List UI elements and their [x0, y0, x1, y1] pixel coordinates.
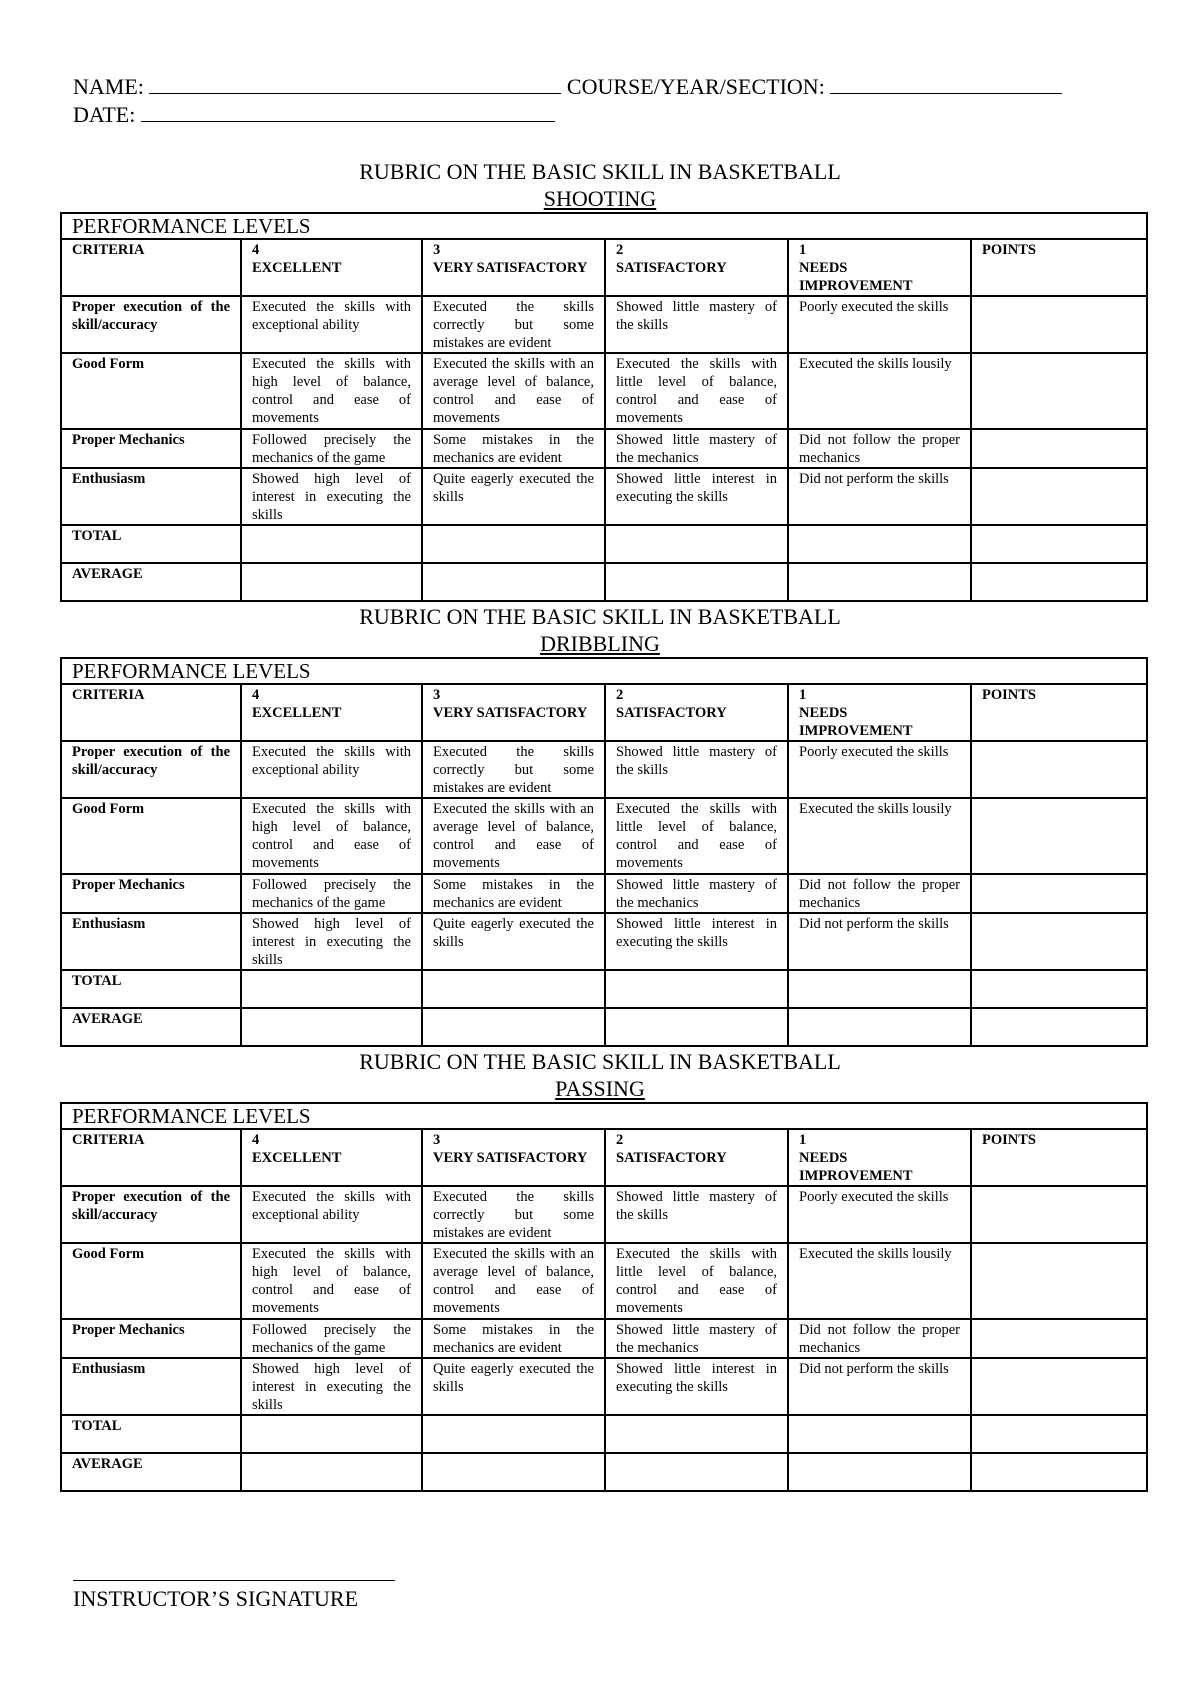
name-label: NAME:: [73, 74, 144, 99]
score-cell[interactable]: [971, 1415, 1147, 1453]
descriptor-cell: Did not perform the skills: [788, 468, 971, 525]
descriptor-cell: Quite eagerly executed the skills: [422, 1358, 605, 1415]
criteria-header: CRITERIA: [61, 239, 241, 296]
total-label: TOTAL: [61, 970, 241, 1008]
criteria-row: [61, 1358, 1147, 1415]
criteria-row: [61, 913, 1147, 970]
descriptor-cell: Some mistakes in the mechanics are evident: [422, 874, 605, 913]
rubric-table: [60, 212, 1148, 602]
rubric-skill: DRIBBLING: [540, 631, 660, 656]
average-label: AVERAGE: [61, 1008, 241, 1046]
rubric-table: [60, 1102, 1148, 1492]
descriptor-cell: Executed the skills with little level of balance, control and ease of movements: [605, 798, 788, 874]
level-header-row: [61, 1129, 1147, 1186]
score-cell[interactable]: [788, 970, 971, 1008]
descriptor-cell: Executed the skills with high level of balance, control and ease of movements: [241, 1243, 422, 1319]
criteria-row: [61, 353, 1147, 429]
score-cell[interactable]: [422, 525, 605, 563]
level-name: EXCELLENT: [252, 1150, 342, 1166]
score-cell[interactable]: [971, 1008, 1147, 1046]
points-cell[interactable]: [971, 296, 1147, 353]
name-blank[interactable]: [149, 75, 561, 94]
score-cell[interactable]: [788, 563, 971, 601]
criteria-row: [61, 741, 1147, 798]
criterion-label: Enthusiasm: [61, 913, 241, 970]
date-blank[interactable]: [141, 103, 555, 122]
score-cell[interactable]: [422, 1008, 605, 1046]
points-cell[interactable]: [971, 874, 1147, 913]
score-cell[interactable]: [422, 1453, 605, 1491]
descriptor-cell: Executed the skills with exceptional ability: [241, 1186, 422, 1243]
criterion-label: Good Form: [61, 353, 241, 429]
score-cell[interactable]: [971, 970, 1147, 1008]
descriptor-cell: Showed little mastery of the mechanics: [605, 874, 788, 913]
descriptor-cell: Executed the skills with high level of balance, control and ease of movements: [241, 798, 422, 874]
course-blank[interactable]: [830, 75, 1062, 94]
criterion-label: Good Form: [61, 1243, 241, 1319]
descriptor-cell: Followed precisely the mechanics of the game: [241, 429, 422, 468]
score-cell[interactable]: [788, 525, 971, 563]
total-label: TOTAL: [61, 525, 241, 563]
points-cell[interactable]: [971, 1243, 1147, 1319]
level-header: [605, 239, 788, 296]
points-header: POINTS: [971, 1129, 1147, 1186]
performance-levels-row: [61, 213, 1147, 239]
level-number: 2: [616, 242, 624, 258]
descriptor-cell: Executed the skills with an average level of balance, control and ease of movements: [422, 798, 605, 874]
level-name: NEEDS IMPROVEMENT: [799, 260, 913, 294]
level-name: NEEDS IMPROVEMENT: [799, 705, 913, 739]
average-row: [61, 563, 1147, 601]
descriptor-cell: Executed the skills lousily: [788, 798, 971, 874]
criteria-row: [61, 429, 1147, 468]
average-label: AVERAGE: [61, 1453, 241, 1491]
level-number: 2: [616, 1132, 624, 1148]
descriptor-cell: Executed the skills correctly but some mistakes are evident: [422, 296, 605, 353]
level-header-row: [61, 684, 1147, 741]
points-header: POINTS: [971, 239, 1147, 296]
criterion-label: Proper Mechanics: [61, 874, 241, 913]
descriptor-cell: Executed the skills correctly but some mistakes are evident: [422, 741, 605, 798]
level-name: VERY SATISFACTORY: [433, 260, 588, 276]
descriptor-cell: Followed precisely the mechanics of the game: [241, 1319, 422, 1358]
score-cell[interactable]: [971, 563, 1147, 601]
descriptor-cell: Showed high level of interest in executing the skills: [241, 468, 422, 525]
descriptor-cell: Showed little mastery of the skills: [605, 1186, 788, 1243]
descriptor-cell: Executed the skills correctly but some mistakes are evident: [422, 1186, 605, 1243]
name-course-line: [73, 74, 1062, 100]
score-cell[interactable]: [605, 1415, 788, 1453]
performance-levels-label: PERFORMANCE LEVELS: [61, 213, 1147, 239]
criteria-row: [61, 798, 1147, 874]
descriptor-cell: Did not perform the skills: [788, 913, 971, 970]
performance-levels-row: [61, 1103, 1147, 1129]
points-cell[interactable]: [971, 741, 1147, 798]
level-name: VERY SATISFACTORY: [433, 1150, 588, 1166]
descriptor-cell: Showed high level of interest in executing the skills: [241, 913, 422, 970]
descriptor-cell: Did not follow the proper mechanics: [788, 874, 971, 913]
total-row: [61, 1415, 1147, 1453]
descriptor-cell: Executed the skills with exceptional ability: [241, 741, 422, 798]
criterion-label: Proper Mechanics: [61, 1319, 241, 1358]
rubric-skill: SHOOTING: [543, 186, 657, 211]
level-header: [422, 684, 605, 741]
score-cell[interactable]: [788, 1453, 971, 1491]
average-row: [61, 1008, 1147, 1046]
criterion-label: Enthusiasm: [61, 468, 241, 525]
level-number: 1: [799, 1132, 807, 1148]
level-header: [241, 239, 422, 296]
points-cell[interactable]: [971, 1319, 1147, 1358]
criteria-header: CRITERIA: [61, 1129, 241, 1186]
descriptor-cell: Did not follow the proper mechanics: [788, 429, 971, 468]
score-cell[interactable]: [971, 525, 1147, 563]
level-header: [788, 684, 971, 741]
level-name: SATISFACTORY: [616, 705, 727, 721]
descriptor-cell: Showed little interest in executing the skills: [605, 468, 788, 525]
descriptor-cell: Did not perform the skills: [788, 1358, 971, 1415]
descriptor-cell: Executed the skills with exceptional ability: [241, 296, 422, 353]
score-cell[interactable]: [605, 1453, 788, 1491]
score-cell[interactable]: [605, 970, 788, 1008]
performance-levels-row: [61, 658, 1147, 684]
level-name: SATISFACTORY: [616, 1150, 727, 1166]
level-number: 3: [433, 242, 441, 258]
level-header: [605, 1129, 788, 1186]
average-row: [61, 1453, 1147, 1491]
score-cell[interactable]: [241, 1415, 422, 1453]
level-header: [788, 1129, 971, 1186]
descriptor-cell: Showed little mastery of the mechanics: [605, 429, 788, 468]
level-number: 3: [433, 687, 441, 703]
score-cell[interactable]: [241, 525, 422, 563]
descriptor-cell: Executed the skills with an average level of balance, control and ease of movements: [422, 353, 605, 429]
score-cell[interactable]: [605, 563, 788, 601]
total-row: [61, 970, 1147, 1008]
points-cell[interactable]: [971, 798, 1147, 874]
points-cell[interactable]: [971, 1358, 1147, 1415]
criteria-header: CRITERIA: [61, 684, 241, 741]
criterion-label: Enthusiasm: [61, 1358, 241, 1415]
descriptor-cell: Some mistakes in the mechanics are evident: [422, 429, 605, 468]
descriptor-cell: Executed the skills lousily: [788, 353, 971, 429]
level-header-row: [61, 239, 1147, 296]
score-cell[interactable]: [241, 1453, 422, 1491]
criterion-label: Proper execution of the skill/accuracy: [61, 296, 241, 353]
level-name: EXCELLENT: [252, 260, 342, 276]
descriptor-cell: Did not follow the proper mechanics: [788, 1319, 971, 1358]
level-header: [241, 1129, 422, 1186]
criteria-row: [61, 1186, 1147, 1243]
criterion-label: Good Form: [61, 798, 241, 874]
level-header: [605, 684, 788, 741]
level-name: EXCELLENT: [252, 705, 342, 721]
rubric-title: RUBRIC ON THE BASIC SKILL IN BASKETBALL: [359, 1049, 841, 1074]
rubric-title: RUBRIC ON THE BASIC SKILL IN BASKETBALL: [359, 604, 841, 629]
signature-label: INSTRUCTOR’S SIGNATURE: [73, 1586, 359, 1611]
descriptor-cell: Showed little interest in executing the skills: [605, 1358, 788, 1415]
criteria-row: [61, 468, 1147, 525]
rubric-skill: PASSING: [555, 1076, 645, 1101]
points-cell[interactable]: [971, 913, 1147, 970]
date-label: DATE:: [73, 102, 136, 127]
score-cell[interactable]: [241, 970, 422, 1008]
descriptor-cell: Quite eagerly executed the skills: [422, 468, 605, 525]
level-number: 3: [433, 1132, 441, 1148]
criteria-row: [61, 296, 1147, 353]
descriptor-cell: Showed high level of interest in executing the skills: [241, 1358, 422, 1415]
descriptor-cell: Some mistakes in the mechanics are evident: [422, 1319, 605, 1358]
rubric-title: RUBRIC ON THE BASIC SKILL IN BASKETBALL: [359, 159, 841, 184]
level-name: NEEDS IMPROVEMENT: [799, 1150, 913, 1184]
score-cell[interactable]: [971, 1453, 1147, 1491]
level-header: [788, 239, 971, 296]
descriptor-cell: Executed the skills with an average level of balance, control and ease of movements: [422, 1243, 605, 1319]
signature-line[interactable]: [73, 1580, 395, 1581]
performance-levels-label: PERFORMANCE LEVELS: [61, 658, 1147, 684]
course-label: COURSE/YEAR/SECTION:: [566, 74, 825, 99]
level-number: 1: [799, 242, 807, 258]
descriptor-cell: Quite eagerly executed the skills: [422, 913, 605, 970]
date-line: [73, 102, 555, 128]
criteria-row: [61, 1243, 1147, 1319]
score-cell[interactable]: [605, 525, 788, 563]
points-cell[interactable]: [971, 1186, 1147, 1243]
level-number: 2: [616, 687, 624, 703]
descriptor-cell: Executed the skills with little level of balance, control and ease of movements: [605, 1243, 788, 1319]
criterion-label: Proper execution of the skill/accuracy: [61, 741, 241, 798]
descriptor-cell: Showed little mastery of the mechanics: [605, 1319, 788, 1358]
descriptor-cell: Executed the skills lousily: [788, 1243, 971, 1319]
level-number: 4: [252, 1132, 260, 1148]
score-cell[interactable]: [241, 563, 422, 601]
descriptor-cell: Executed the skills with high level of balance, control and ease of movements: [241, 353, 422, 429]
descriptor-cell: Followed precisely the mechanics of the game: [241, 874, 422, 913]
points-cell[interactable]: [971, 429, 1147, 468]
descriptor-cell: Showed little mastery of the skills: [605, 296, 788, 353]
criteria-row: [61, 874, 1147, 913]
level-name: SATISFACTORY: [616, 260, 727, 276]
descriptor-cell: Poorly executed the skills: [788, 741, 971, 798]
level-number: 1: [799, 687, 807, 703]
performance-levels-label: PERFORMANCE LEVELS: [61, 1103, 1147, 1129]
score-cell[interactable]: [422, 1415, 605, 1453]
criterion-label: Proper execution of the skill/accuracy: [61, 1186, 241, 1243]
score-cell[interactable]: [788, 1008, 971, 1046]
score-cell[interactable]: [241, 1008, 422, 1046]
score-cell[interactable]: [422, 970, 605, 1008]
score-cell[interactable]: [788, 1415, 971, 1453]
points-header: POINTS: [971, 684, 1147, 741]
criterion-label: Proper Mechanics: [61, 429, 241, 468]
level-header: [422, 239, 605, 296]
total-row: [61, 525, 1147, 563]
descriptor-cell: Showed little interest in executing the skills: [605, 913, 788, 970]
points-cell[interactable]: [971, 353, 1147, 429]
level-number: 4: [252, 687, 260, 703]
descriptor-cell: Poorly executed the skills: [788, 296, 971, 353]
score-cell[interactable]: [422, 563, 605, 601]
level-header: [241, 684, 422, 741]
points-cell[interactable]: [971, 468, 1147, 525]
rubric-table: [60, 657, 1148, 1047]
total-label: TOTAL: [61, 1415, 241, 1453]
level-number: 4: [252, 242, 260, 258]
descriptor-cell: Executed the skills with little level of balance, control and ease of movements: [605, 353, 788, 429]
level-name: VERY SATISFACTORY: [433, 705, 588, 721]
average-label: AVERAGE: [61, 563, 241, 601]
descriptor-cell: Poorly executed the skills: [788, 1186, 971, 1243]
descriptor-cell: Showed little mastery of the skills: [605, 741, 788, 798]
criteria-row: [61, 1319, 1147, 1358]
score-cell[interactable]: [605, 1008, 788, 1046]
level-header: [422, 1129, 605, 1186]
